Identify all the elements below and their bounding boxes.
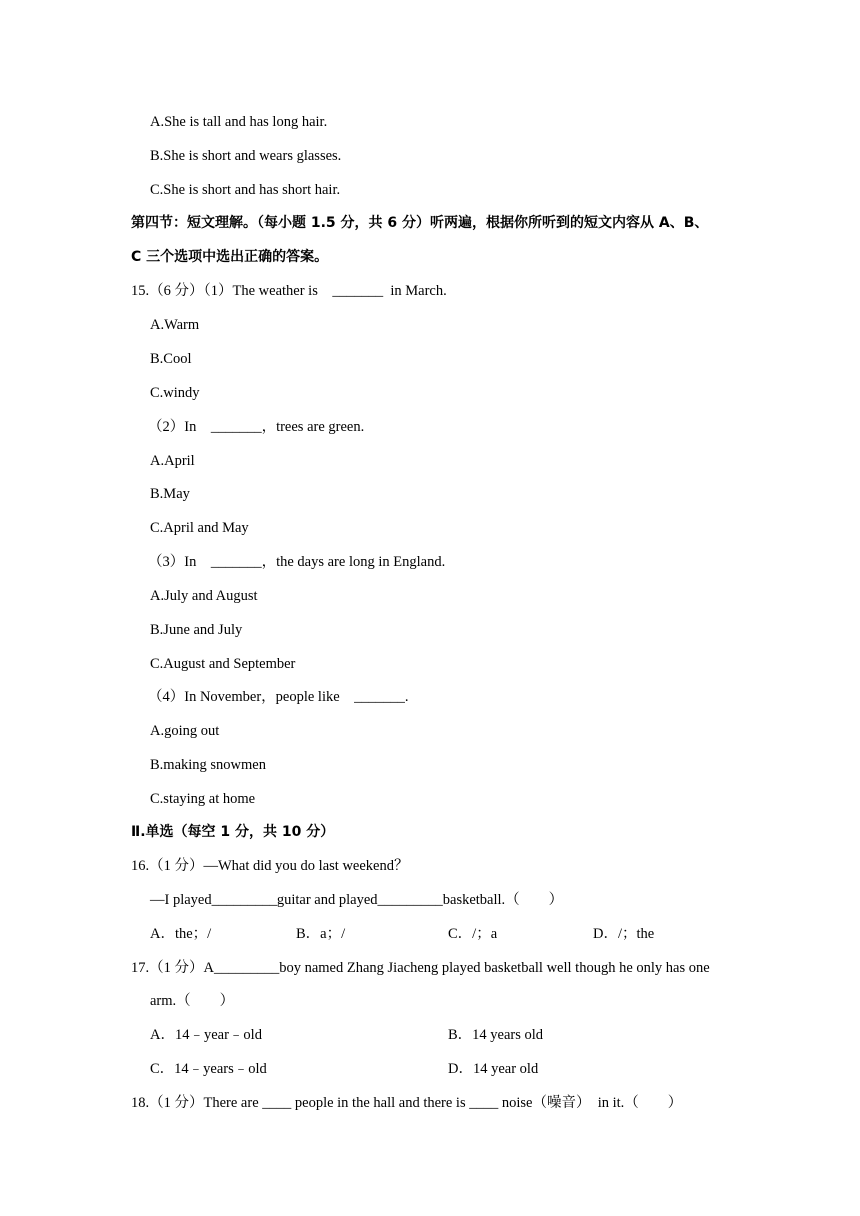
prev-option-b: B.She is short and wears glasses. <box>150 148 342 164</box>
q16-stem: 16.（1 分）—What did you do last weekend？ <box>131 858 409 874</box>
q17-stem: 17.（1 分）A_________boy named Zhang Jiacheng played basketball well though he only has one <box>131 960 710 976</box>
section4-heading-line2: C 三个选项中选出正确的答案。 <box>131 249 329 265</box>
q17-option-a: A．14﹣year﹣old <box>150 1027 262 1043</box>
q17-option-b: B．14 years old <box>448 1027 544 1043</box>
q15-p2-stem: （2）In _______，trees are green. <box>148 419 365 435</box>
q16-option-a: A．the；/ <box>150 926 212 942</box>
section2-heading: Ⅱ.单选（每空 1 分，共 10 分） <box>131 824 335 840</box>
section4-heading-line1: 第四节：短文理解。（每小题 1.5 分，共 6 分）听两遍，根据你所听到的短文内容从 A、B、 <box>131 215 709 231</box>
q15-p2-option-c: C.April and May <box>150 520 249 536</box>
q16-option-b: B．a；/ <box>296 926 346 942</box>
q15-p1-option-a: A.Warm <box>150 317 200 333</box>
q15-p3-option-b: B.June and July <box>150 622 243 638</box>
q15-p4-option-b: B.making snowmen <box>150 757 266 773</box>
q15-p3-option-c: C.August and September <box>150 656 296 672</box>
prev-option-c: C.She is short and has short hair. <box>150 182 341 198</box>
q17-option-d: D．14 year old <box>448 1061 539 1077</box>
q16-line2: —I played_________guitar and played_________basketball.（ ） <box>150 892 564 908</box>
q15-p1-option-b: B.Cool <box>150 351 192 367</box>
q15-p3-option-a: A.July and August <box>150 588 258 604</box>
q16-option-c: C．/；a <box>448 926 498 942</box>
q15-p4-option-c: C.staying at home <box>150 791 256 807</box>
q15-p4-option-a: A.going out <box>150 723 220 739</box>
q15-p3-stem: （3）In _______，the days are long in England. <box>148 554 446 570</box>
q15-p2-option-b: B.May <box>150 486 190 502</box>
q15-stem: 15.（6 分）（1）The weather is _______ in March. <box>131 283 447 299</box>
q15-p1-option-c: C.windy <box>150 385 200 401</box>
q15-p4-stem: （4）In November，people like _______. <box>148 689 409 705</box>
q15-p2-option-a: A.April <box>150 453 195 469</box>
q17-option-c: C．14﹣years﹣old <box>150 1061 267 1077</box>
q18-stem: 18.（1 分）There are ____ people in the hall and there is ____ noise（噪音） in it.（ ） <box>131 1095 683 1111</box>
q17-line2: arm.（ ） <box>150 993 235 1009</box>
q16-option-d: D．/；the <box>593 926 655 942</box>
prev-option-a: A.She is tall and has long hair. <box>150 114 328 130</box>
